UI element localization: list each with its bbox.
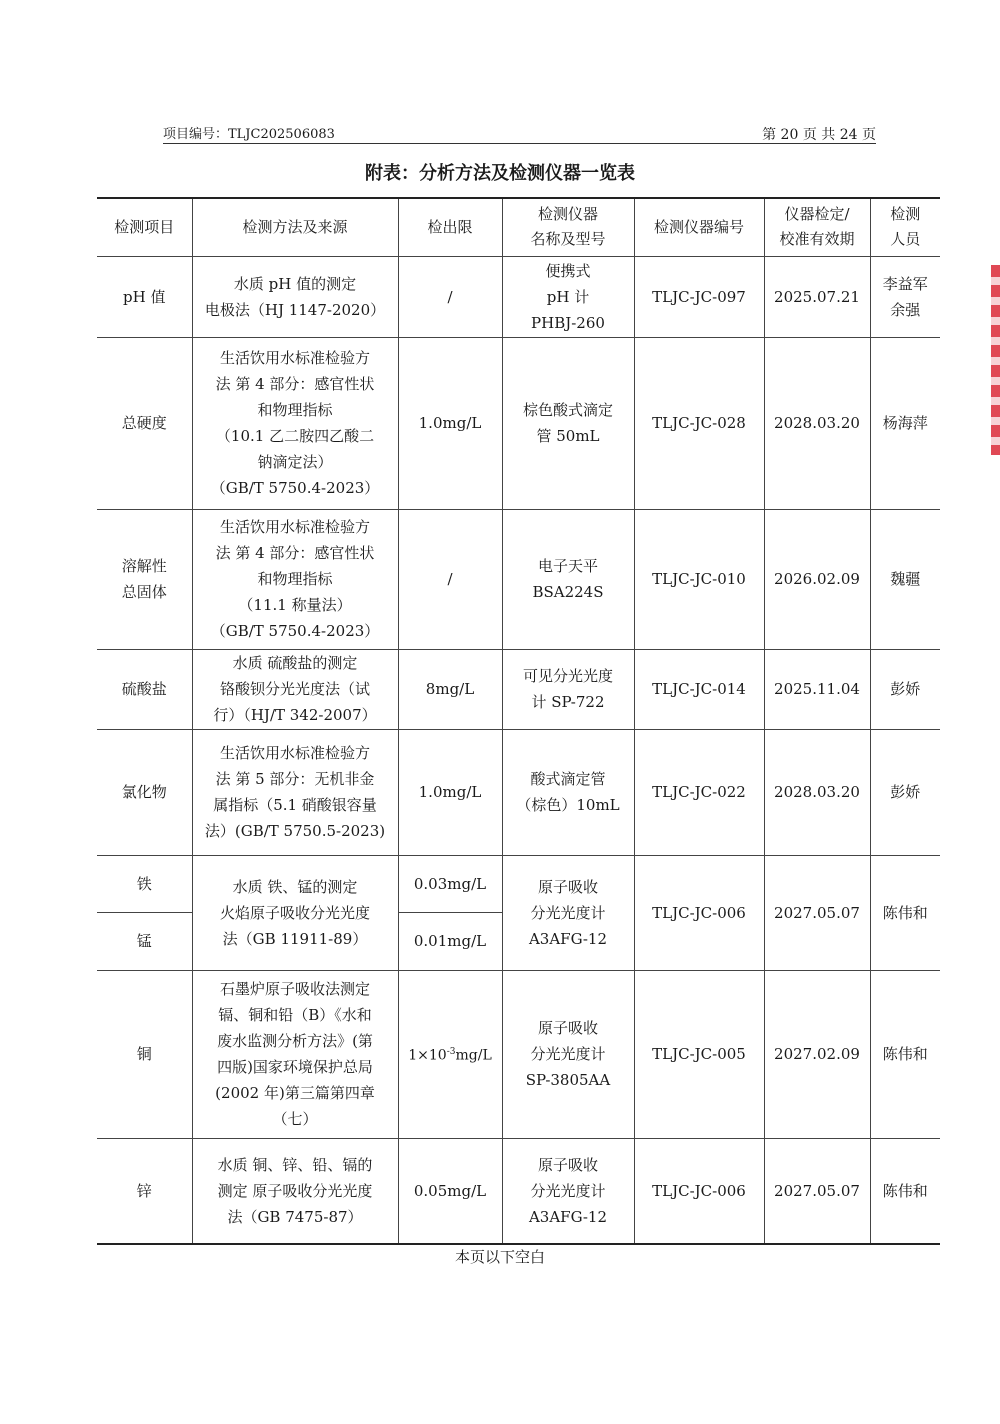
instrument-cell: 酸式滴定管 （棕色）10mL <box>502 729 634 855</box>
table-row <box>97 649 940 729</box>
item-cell: pH 值 <box>97 256 192 337</box>
valid-date-cell: 2026.02.09 <box>764 509 870 649</box>
table-row <box>97 1138 940 1244</box>
staff-cell: 陈伟和 <box>870 1138 940 1244</box>
staff-cell: 彭娇 <box>870 649 940 729</box>
method-cell: 生活饮用水标准检验方 法 第 5 部分：无机非金 属指标（5.1 硝酸银容量 法）(GB/T 5750.5-2023) <box>192 729 398 855</box>
limit-cell: 0.03mg/L <box>398 855 502 912</box>
methods-instruments-table <box>97 197 940 1245</box>
column-header: 检出限 <box>398 198 502 256</box>
blank-below-note: 本页以下空白 <box>454 1248 545 1266</box>
item-cell: 锌 <box>97 1138 192 1244</box>
item-cell: 锰 <box>97 912 192 970</box>
column-header: 检测 人员 <box>870 198 940 256</box>
limit-cell: 0.05mg/L <box>398 1138 502 1244</box>
limit-cell <box>398 970 502 1138</box>
instrument-code-cell: TLJC-JC-014 <box>634 649 764 729</box>
instrument-code-cell: TLJC-JC-006 <box>634 1138 764 1244</box>
staff-cell: 陈伟和 <box>870 855 940 970</box>
table-row <box>97 855 940 912</box>
staff-cell: 陈伟和 <box>870 970 940 1138</box>
method-cell: 生活饮用水标准检验方 法 第 4 部分：感官性状 和物理指标 （10.1 乙二胺四乙酸二 钠滴定法） （GB/T 5750.4-2023） <box>192 337 398 509</box>
instrument-code-cell: TLJC-JC-097 <box>634 256 764 337</box>
method-cell: 石墨炉原子吸收法测定 镉、铜和铅（B）《水和 废水监测分析方法》(第 四版)国家环境保护总局 (2002 年)第三篇第四章 （七） <box>192 970 398 1138</box>
method-cell: 水质 铁、锰的测定 火焰原子吸收分光光度 法（GB 11911-89） <box>192 855 398 970</box>
instrument-code-cell: TLJC-JC-028 <box>634 337 764 509</box>
table-row <box>97 337 940 509</box>
instrument-cell: 电子天平 BSA224S <box>502 509 634 649</box>
table-row <box>97 729 940 855</box>
staff-cell: 魏疆 <box>870 509 940 649</box>
staff-cell: 李益军 余强 <box>870 256 940 337</box>
instrument-code-cell: TLJC-JC-005 <box>634 970 764 1138</box>
column-header: 检测仪器 名称及型号 <box>502 198 634 256</box>
table-header-row <box>97 198 940 256</box>
item-cell: 铜 <box>97 970 192 1138</box>
method-cell: 生活饮用水标准检验方 法 第 4 部分：感官性状 和物理指标 （11.1 称量法） （GB/T 5750.4-2023） <box>192 509 398 649</box>
item-cell: 溶解性 总固体 <box>97 509 192 649</box>
instrument-cell: 可见分光光度 计 SP-722 <box>502 649 634 729</box>
table-row <box>97 509 940 649</box>
limit-exponent: -3 <box>446 1047 456 1058</box>
page-number: 第 20 页 共 24 页 <box>762 127 876 143</box>
method-cell: 水质 pH 值的测定 电极法（HJ 1147-2020） <box>192 256 398 337</box>
staff-cell: 杨海萍 <box>870 337 940 509</box>
valid-date-cell: 2025.11.04 <box>764 649 870 729</box>
valid-date-cell: 2027.05.07 <box>764 1138 870 1244</box>
table-row <box>97 970 940 1138</box>
column-header: 检测项目 <box>97 198 192 256</box>
item-cell: 铁 <box>97 855 192 912</box>
seal-stamp-edge <box>991 265 1000 455</box>
staff-cell: 彭娇 <box>870 729 940 855</box>
item-cell: 硫酸盐 <box>97 649 192 729</box>
limit-cell: 0.01mg/L <box>398 912 502 970</box>
instrument-cell: 原子吸收 分光光度计 SP-3805AA <box>502 970 634 1138</box>
table-row <box>97 256 940 337</box>
valid-date-cell: 2028.03.20 <box>764 337 870 509</box>
limit-cell: / <box>398 509 502 649</box>
instrument-code-cell: TLJC-JC-006 <box>634 855 764 970</box>
limit-base: 1×10 <box>408 1047 447 1064</box>
limit-cell: 8mg/L <box>398 649 502 729</box>
instrument-cell: 原子吸收 分光光度计 A3AFG-12 <box>502 855 634 970</box>
instrument-cell: 便携式 pH 计 PHBJ-260 <box>502 256 634 337</box>
column-header: 检测仪器编号 <box>634 198 764 256</box>
method-cell: 水质 硫酸盐的测定 铬酸钡分光光度法（试 行）（HJ/T 342-2007） <box>192 649 398 729</box>
instrument-code-cell: TLJC-JC-010 <box>634 509 764 649</box>
project-number: 项目编号：TLJC202506083 <box>163 127 335 142</box>
valid-date-cell: 2025.07.21 <box>764 256 870 337</box>
page-title: 附表：分析方法及检测仪器一览表 <box>365 163 635 184</box>
item-cell: 总硬度 <box>97 337 192 509</box>
column-header: 仪器检定/ 校准有效期 <box>764 198 870 256</box>
limit-cell: / <box>398 256 502 337</box>
valid-date-cell: 2027.05.07 <box>764 855 870 970</box>
instrument-code-cell: TLJC-JC-022 <box>634 729 764 855</box>
limit-cell: 1.0mg/L <box>398 729 502 855</box>
limit-unit: mg/L <box>455 1047 492 1064</box>
method-cell: 水质 铜、锌、铅、镉的 测定 原子吸收分光光度 法（GB 7475-87） <box>192 1138 398 1244</box>
valid-date-cell: 2028.03.20 <box>764 729 870 855</box>
limit-cell: 1.0mg/L <box>398 337 502 509</box>
column-header: 检测方法及来源 <box>192 198 398 256</box>
item-cell: 氯化物 <box>97 729 192 855</box>
instrument-cell: 原子吸收 分光光度计 A3AFG-12 <box>502 1138 634 1244</box>
instrument-cell: 棕色酸式滴定 管 50mL <box>502 337 634 509</box>
valid-date-cell: 2027.02.09 <box>764 970 870 1138</box>
header-divider <box>163 143 876 144</box>
